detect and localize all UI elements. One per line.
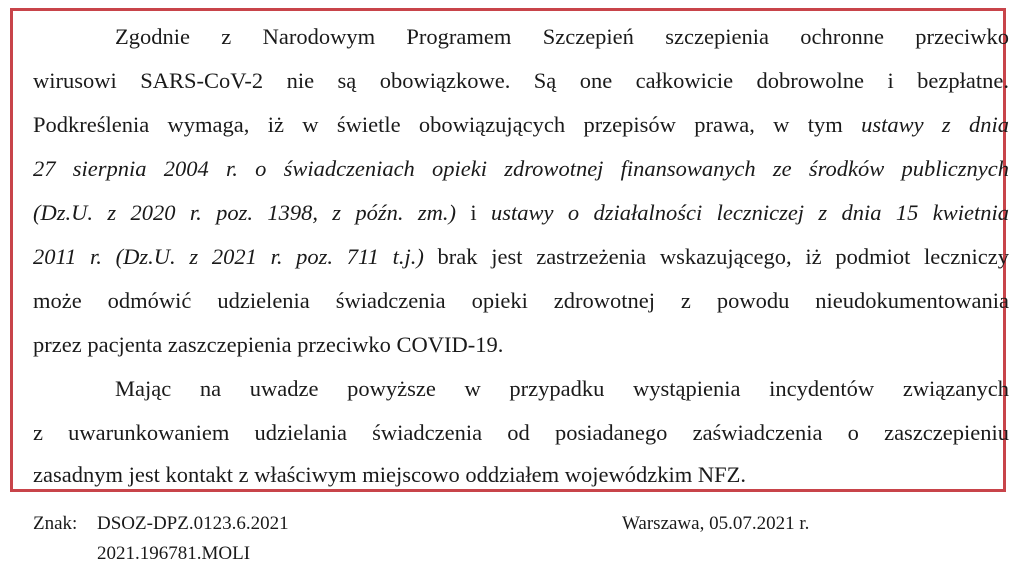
paragraph-1-line-3-text: Podkreślenia wymaga, iż w świetle obowiązujących przepisów prawa, w tym bbox=[33, 112, 862, 137]
paragraph-1-line-7: może odmówić udzielenia świadczenia opieki zdrowotnej z powodu nieudokumentowania bbox=[33, 288, 1009, 313]
statute-reference-italic: ustawy z dnia bbox=[861, 112, 1009, 137]
reference-number: DSOZ-DPZ.0123.6.2021 bbox=[97, 513, 289, 534]
paragraph-2-line-2: z uwarunkowaniem udzielania świadczenia od posiadanego zaświadczenia o zaszczepieniu bbox=[33, 420, 1009, 445]
paragraph-1-line-3 bbox=[33, 110, 1009, 140]
paragraph-1-line-5 bbox=[33, 198, 1009, 228]
paragraph-2-line-1: Mając na uwadze powyższe w przypadku wystąpienia incydentów związanych bbox=[115, 376, 1009, 401]
paragraph-2-line-3: zasadnym jest kontakt z właściwym miejscowo oddziałem wojewódzkim NFZ. bbox=[33, 462, 746, 487]
highlighted-text-frame bbox=[10, 8, 1009, 492]
paragraph-1-line-6-text: brak jest zastrzeżenia wskazującego, iż podmiot leczniczy bbox=[423, 244, 1009, 269]
journal-of-laws-citation-1: (Dz.U. z 2020 r. poz. 1398, z późn. zm.) bbox=[33, 200, 457, 225]
paragraph-1-line-8: przez pacjenta zaszczepienia przeciwko COVID-19. bbox=[33, 332, 504, 357]
statute-reference-italic-2: ustawy o działalności leczniczej z dnia 15 kwietnia bbox=[491, 200, 1009, 225]
paragraph-1-line-2: wirusowi SARS-CoV-2 nie są obowiązkowe. Są one całkowicie dobrowolne i bezpłatne. bbox=[33, 68, 1009, 93]
place-and-date: Warszawa, 05.07.2021 r. bbox=[622, 513, 810, 534]
paragraph-1-line-4: 27 sierpnia 2004 r. o świadczeniach opieki zdrowotnej finansowanych ze środków publicznych bbox=[33, 156, 1009, 181]
reference-label: Znak: bbox=[33, 513, 78, 534]
conjunction-text: i bbox=[456, 200, 492, 225]
paragraph-1-line-1: Zgodnie z Narodowym Programem Szczepień szczepienia ochronne przeciwko bbox=[115, 24, 1009, 49]
journal-of-laws-citation-2: 2011 r. (Dz.U. z 2021 r. poz. 711 t.j.) bbox=[33, 244, 424, 269]
case-number: 2021.196781.MOLI bbox=[97, 543, 251, 564]
paragraph-1-line-6 bbox=[33, 242, 1009, 272]
